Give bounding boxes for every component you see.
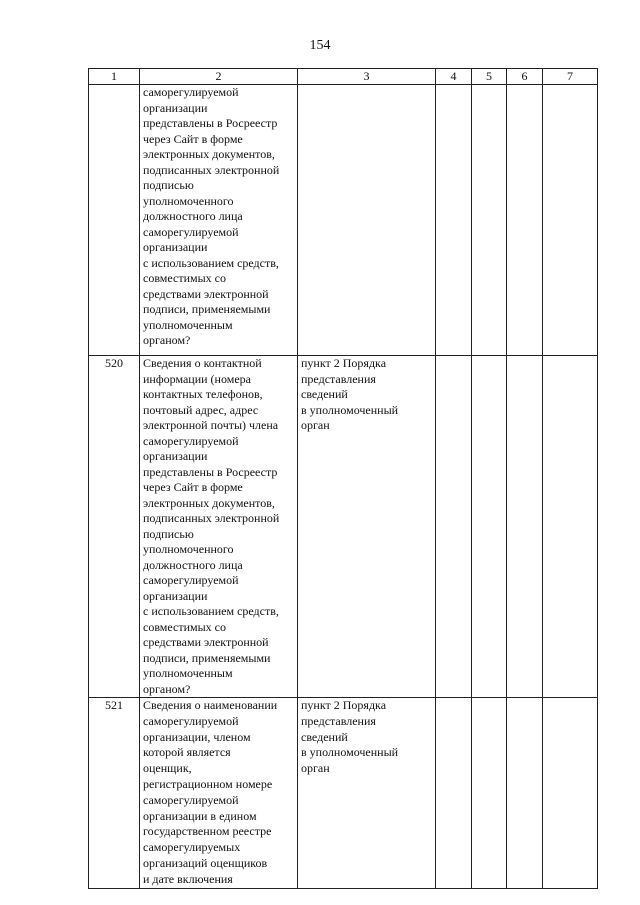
row-number [89, 85, 140, 356]
column-header: 7 [543, 69, 598, 85]
row-cell-6 [507, 356, 543, 698]
table-row [89, 85, 598, 356]
row-cell-4 [436, 85, 472, 356]
row-cell-5 [472, 85, 507, 356]
row-cell-6 [507, 698, 543, 889]
row-number: 520 [89, 356, 140, 698]
page-number: 154 [309, 38, 331, 53]
table-row [89, 698, 598, 889]
row-legal-basis [298, 85, 436, 356]
table-row [89, 356, 598, 698]
row-cell-7 [543, 356, 598, 698]
row-legal-basis: пункт 2 Порядка представления сведений в уполномоченный орган [298, 698, 436, 889]
table-header-row [89, 69, 598, 85]
row-description: Сведения о наименовании саморегулируемой организации, членом которой является оценщик, регистрационном номере саморегулируемой организации в едином государственном реестре саморегулируемых организаций оценщиков и дате включения [140, 698, 298, 889]
column-header: 4 [436, 69, 472, 85]
column-header: 3 [298, 69, 436, 85]
column-header: 1 [89, 69, 140, 85]
row-legal-basis: пункт 2 Порядка представления сведений в уполномоченный орган [298, 356, 436, 698]
row-cell-5 [472, 356, 507, 698]
column-header: 2 [140, 69, 298, 85]
column-header: 5 [472, 69, 507, 85]
row-description: саморегулируемой организации представлены в Росреестр через Сайт в форме электронных документов, подписанных электронной подписью уполномоченного должностного лица саморегулируемой организации с использованием средств, совместимых со средствами электронной подписи, применяемыми уполномоченным органом? [140, 85, 298, 356]
row-cell-4 [436, 356, 472, 698]
row-cell-4 [436, 698, 472, 889]
row-description: Сведения о контактной информации (номера контактных телефонов, почтовый адрес, адрес электронной почты) члена саморегулируемой организации представлены в Росреестр через Сайт в форме электронных документов, подписанных электронной подписью уполномоченного должностного лица саморегулируемой организации с использованием средств, совместимых со средствами электронной подписи, применяемыми уполномоченным органом? [140, 356, 298, 698]
row-cell-5 [472, 698, 507, 889]
row-number: 521 [89, 698, 140, 889]
requirements-table [88, 68, 598, 889]
row-cell-7 [543, 698, 598, 889]
row-cell-6 [507, 85, 543, 356]
row-cell-7 [543, 85, 598, 356]
column-header: 6 [507, 69, 543, 85]
